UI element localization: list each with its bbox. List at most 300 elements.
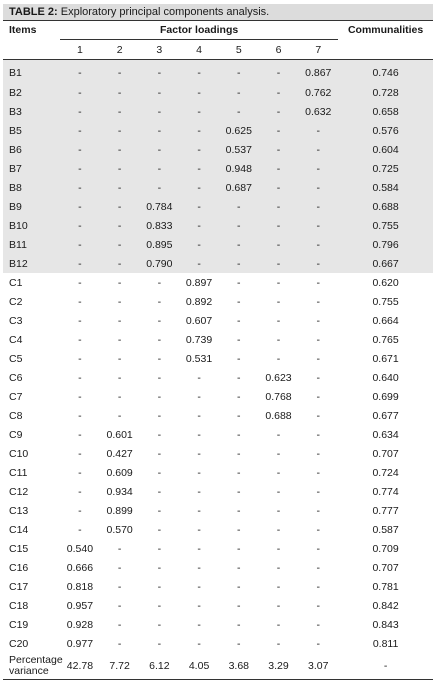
loading-cell: - bbox=[237, 428, 241, 441]
loading-cell: 0.895 bbox=[139, 235, 179, 254]
item-cell: C2 bbox=[9, 295, 23, 308]
loading-cell: - bbox=[100, 102, 140, 121]
loading-cell: 0.928 bbox=[66, 618, 94, 631]
loading-cell: - bbox=[316, 409, 321, 422]
item-cell: B1 bbox=[3, 60, 60, 84]
loading-cell: - bbox=[197, 428, 201, 441]
table-row bbox=[3, 615, 433, 634]
loading-cell: 0.537 bbox=[219, 140, 259, 159]
loading-cell: - bbox=[117, 352, 122, 365]
loading-cell: - bbox=[316, 580, 321, 593]
table-row bbox=[3, 216, 433, 235]
communality-cell: 0.725 bbox=[338, 159, 433, 178]
loading-cell: 0.768 bbox=[265, 390, 292, 403]
loading-cell: - bbox=[316, 447, 321, 460]
loading-cell: - bbox=[298, 235, 338, 254]
loading-cell: - bbox=[179, 159, 219, 178]
loading-cell: - bbox=[298, 159, 338, 178]
loading-cell: 0.818 bbox=[66, 580, 94, 593]
item-cell: C14 bbox=[9, 523, 29, 536]
loading-cell: - bbox=[78, 276, 82, 289]
loading-cell: - bbox=[219, 254, 259, 273]
loading-cell: - bbox=[157, 276, 162, 289]
loading-cell: - bbox=[78, 352, 82, 365]
loading-cell: - bbox=[60, 140, 100, 159]
loading-cell: - bbox=[100, 140, 140, 159]
loading-cell: - bbox=[276, 504, 281, 517]
loading-cell: - bbox=[78, 504, 82, 517]
loading-cell: - bbox=[179, 60, 219, 84]
loading-cell: - bbox=[60, 102, 100, 121]
loading-cell: - bbox=[78, 409, 82, 422]
table-row bbox=[3, 387, 433, 406]
loading-cell: - bbox=[100, 254, 140, 273]
loading-cell: - bbox=[100, 121, 140, 140]
loading-cell: - bbox=[197, 637, 201, 650]
communality-cell: 0.604 bbox=[338, 140, 433, 159]
loading-cell: 0.687 bbox=[219, 178, 259, 197]
loading-cell: - bbox=[157, 637, 162, 650]
table-row bbox=[3, 596, 433, 615]
item-cell: B8 bbox=[3, 178, 60, 197]
loading-cell: - bbox=[78, 295, 82, 308]
communality-cell: 0.664 bbox=[372, 314, 399, 327]
loading-cell: - bbox=[298, 140, 338, 159]
header-row-2 bbox=[3, 40, 433, 60]
communality-cell: 0.755 bbox=[338, 216, 433, 235]
table-row bbox=[3, 102, 433, 121]
item-cell: C10 bbox=[9, 447, 29, 460]
loading-cell: - bbox=[259, 197, 299, 216]
item-cell: C20 bbox=[9, 637, 29, 650]
table-container bbox=[3, 4, 433, 680]
loading-cell: - bbox=[179, 121, 219, 140]
communality-cell: 0.640 bbox=[372, 371, 399, 384]
loading-cell: 0.899 bbox=[106, 504, 133, 517]
table-row bbox=[3, 140, 433, 159]
item-cell: C11 bbox=[9, 466, 28, 479]
table-row bbox=[3, 406, 433, 425]
loading-cell: 0.609 bbox=[106, 466, 133, 479]
item-cell: B5 bbox=[3, 121, 60, 140]
loading-cell: - bbox=[276, 333, 281, 346]
table-row bbox=[3, 368, 433, 387]
loading-cell: - bbox=[259, 60, 299, 84]
loading-cell: - bbox=[100, 60, 140, 84]
loading-cell: - bbox=[60, 178, 100, 197]
communality-cell: 0.707 bbox=[372, 447, 399, 460]
variance-communality-cell: - bbox=[338, 653, 433, 680]
communality-cell: 0.576 bbox=[338, 121, 433, 140]
table-row bbox=[3, 311, 433, 330]
loading-cell: 0.666 bbox=[66, 561, 94, 574]
loading-cell: - bbox=[276, 447, 281, 460]
loading-cell: - bbox=[60, 60, 100, 84]
loading-cell: - bbox=[139, 121, 179, 140]
loading-cell: - bbox=[276, 618, 281, 631]
item-cell: B10 bbox=[3, 216, 60, 235]
loading-cell: - bbox=[117, 599, 122, 612]
communality-cell: 0.843 bbox=[372, 618, 399, 631]
loading-cell: - bbox=[237, 466, 241, 479]
loading-cell: 0.762 bbox=[298, 83, 338, 102]
loading-cell: - bbox=[157, 352, 162, 365]
table-row bbox=[3, 577, 433, 596]
table-row bbox=[3, 349, 433, 368]
loading-cell: - bbox=[237, 409, 241, 422]
loading-cell: - bbox=[197, 618, 201, 631]
loading-cell: - bbox=[197, 409, 201, 422]
loading-cell: - bbox=[219, 83, 259, 102]
communality-cell: 0.781 bbox=[372, 580, 399, 593]
loading-cell: - bbox=[316, 561, 321, 574]
item-cell: C4 bbox=[9, 333, 23, 346]
loading-cell: - bbox=[139, 140, 179, 159]
loading-cell: - bbox=[316, 276, 321, 289]
table-body bbox=[3, 60, 433, 680]
factor-header: 3 bbox=[139, 40, 179, 60]
loading-cell: - bbox=[316, 428, 321, 441]
communality-cell: 0.724 bbox=[372, 466, 399, 479]
communality-cell: 0.755 bbox=[372, 295, 399, 308]
loading-cell: - bbox=[157, 580, 162, 593]
loading-cell: - bbox=[100, 178, 140, 197]
item-cell: B11 bbox=[3, 235, 60, 254]
loading-cell: - bbox=[100, 159, 140, 178]
loading-cell: 0.957 bbox=[66, 599, 94, 612]
communality-cell: 0.658 bbox=[338, 102, 433, 121]
loading-cell: 0.623 bbox=[265, 371, 292, 384]
loading-cell: 0.739 bbox=[185, 333, 213, 346]
table-row bbox=[3, 254, 433, 273]
loading-cell: - bbox=[179, 83, 219, 102]
loading-cell: - bbox=[316, 637, 321, 650]
loading-cell: - bbox=[78, 371, 82, 384]
loading-cell: - bbox=[179, 197, 219, 216]
factor-header: 1 bbox=[60, 40, 100, 60]
loading-cell: - bbox=[157, 314, 162, 327]
loading-cell: - bbox=[78, 314, 82, 327]
loading-cell: - bbox=[117, 371, 122, 384]
table-row bbox=[3, 178, 433, 197]
percentage-variance-row bbox=[3, 653, 433, 680]
loading-cell: 0.531 bbox=[185, 352, 213, 365]
loading-cell: - bbox=[78, 466, 82, 479]
item-cell: C15 bbox=[9, 542, 29, 555]
loading-cell: 0.892 bbox=[185, 295, 213, 308]
loading-cell: - bbox=[179, 102, 219, 121]
loading-cell: 0.833 bbox=[139, 216, 179, 235]
communality-cell: 0.728 bbox=[338, 83, 433, 102]
table-row bbox=[3, 273, 433, 292]
loading-cell: 0.607 bbox=[185, 314, 213, 327]
table-row bbox=[3, 235, 433, 254]
loading-cell: - bbox=[60, 254, 100, 273]
loading-cell: - bbox=[298, 121, 338, 140]
loading-cell: - bbox=[157, 504, 162, 517]
communality-cell: 0.699 bbox=[372, 390, 399, 403]
loading-cell: - bbox=[316, 542, 321, 555]
loading-cell: - bbox=[139, 178, 179, 197]
loading-cell: - bbox=[117, 333, 122, 346]
loading-cell: - bbox=[316, 485, 321, 498]
table-row bbox=[3, 444, 433, 463]
item-cell: B6 bbox=[3, 140, 60, 159]
loading-cell: - bbox=[276, 352, 281, 365]
loading-cell: - bbox=[139, 83, 179, 102]
item-cell: C16 bbox=[9, 561, 29, 574]
table-row bbox=[3, 520, 433, 539]
loading-cell: - bbox=[316, 333, 321, 346]
loading-cell: - bbox=[237, 333, 241, 346]
loading-cell: - bbox=[276, 276, 281, 289]
loading-cell: - bbox=[237, 447, 241, 460]
communality-cell: 0.587 bbox=[372, 523, 399, 536]
loading-cell: - bbox=[219, 216, 259, 235]
loading-cell: - bbox=[117, 580, 122, 593]
loading-cell: - bbox=[60, 83, 100, 102]
table-row bbox=[3, 482, 433, 501]
loading-cell: - bbox=[276, 295, 281, 308]
table-row bbox=[3, 83, 433, 102]
loading-cell: - bbox=[78, 447, 82, 460]
loading-cell: 0.784 bbox=[139, 197, 179, 216]
loading-cell: - bbox=[219, 235, 259, 254]
table-row bbox=[3, 121, 433, 140]
loading-cell: - bbox=[237, 485, 241, 498]
table-row bbox=[3, 197, 433, 216]
loading-cell: - bbox=[237, 390, 241, 403]
variance-cell: 7.72 bbox=[100, 653, 140, 680]
loading-cell: - bbox=[237, 371, 241, 384]
factor-header: 6 bbox=[259, 40, 299, 60]
loading-cell: - bbox=[117, 561, 122, 574]
loading-cell: - bbox=[60, 216, 100, 235]
loading-cell: - bbox=[157, 333, 162, 346]
factor-header: 7 bbox=[298, 40, 338, 60]
loading-cell: - bbox=[117, 542, 122, 555]
item-cell: C13 bbox=[9, 504, 29, 517]
factor-header: 4 bbox=[179, 40, 219, 60]
communality-cell: 0.634 bbox=[372, 428, 399, 441]
loading-cell: - bbox=[117, 409, 122, 422]
loading-cell: - bbox=[259, 235, 299, 254]
factor-header: 2 bbox=[100, 40, 140, 60]
loading-cell: 0.625 bbox=[219, 121, 259, 140]
loading-cell: - bbox=[197, 504, 201, 517]
communality-cell: 0.796 bbox=[338, 235, 433, 254]
factor-loadings-header: Factor loadings bbox=[60, 21, 338, 40]
item-cell: C5 bbox=[9, 352, 23, 365]
loading-cell: - bbox=[316, 523, 321, 536]
loading-cell: - bbox=[100, 216, 140, 235]
loading-cell: - bbox=[219, 60, 259, 84]
loading-cell: - bbox=[139, 102, 179, 121]
loading-cell: 0.897 bbox=[185, 276, 213, 289]
item-cell: C3 bbox=[9, 314, 23, 327]
loading-cell: - bbox=[316, 504, 321, 517]
loading-cell: - bbox=[259, 83, 299, 102]
loading-cell: 0.632 bbox=[298, 102, 338, 121]
communality-cell: 0.842 bbox=[372, 599, 399, 612]
loading-cell: - bbox=[259, 159, 299, 178]
loading-cell: - bbox=[298, 197, 338, 216]
item-cell: C8 bbox=[9, 409, 23, 422]
loading-cell: - bbox=[259, 140, 299, 159]
item-cell: C12 bbox=[9, 485, 29, 498]
items-header: Items bbox=[3, 21, 60, 40]
loading-cell: - bbox=[78, 333, 82, 346]
loading-cell: - bbox=[259, 216, 299, 235]
loading-cell: - bbox=[237, 276, 241, 289]
loading-cell: - bbox=[157, 618, 162, 631]
table-row bbox=[3, 425, 433, 444]
table-caption bbox=[3, 4, 433, 20]
loading-cell: - bbox=[237, 504, 241, 517]
loading-cell: - bbox=[78, 390, 82, 403]
loading-cell: 0.790 bbox=[139, 254, 179, 273]
loading-cell: 0.601 bbox=[106, 428, 133, 441]
loading-cell: - bbox=[316, 295, 321, 308]
item-cell: C6 bbox=[9, 371, 23, 384]
communality-cell: 0.707 bbox=[372, 561, 399, 574]
loading-cell: - bbox=[100, 197, 140, 216]
loading-cell: - bbox=[219, 102, 259, 121]
table-row bbox=[3, 60, 433, 84]
loading-cell: - bbox=[100, 235, 140, 254]
communality-cell: 0.777 bbox=[372, 504, 399, 517]
communality-cell: 0.774 bbox=[372, 485, 399, 498]
item-cell: B3 bbox=[3, 102, 60, 121]
loading-cell: - bbox=[117, 276, 122, 289]
loading-cell: 0.688 bbox=[265, 409, 292, 422]
caption-text: Exploratory principal components analysis. bbox=[57, 6, 270, 18]
loading-cell: 0.977 bbox=[66, 637, 94, 650]
loading-cell: - bbox=[197, 371, 201, 384]
table-row bbox=[3, 501, 433, 520]
loading-cell: - bbox=[276, 466, 281, 479]
loading-cell: - bbox=[276, 599, 281, 612]
loading-cell: 0.427 bbox=[106, 447, 133, 460]
variance-cell: 3.07 bbox=[298, 653, 338, 680]
loading-cell: - bbox=[197, 523, 201, 536]
loading-cell: - bbox=[237, 561, 241, 574]
loading-cell: - bbox=[117, 618, 122, 631]
communality-cell: 0.584 bbox=[338, 178, 433, 197]
loading-cell: 0.934 bbox=[106, 485, 133, 498]
variance-cell: 3.29 bbox=[259, 653, 299, 680]
loading-cell: - bbox=[237, 618, 241, 631]
loading-cell: - bbox=[117, 295, 122, 308]
loading-cell: - bbox=[316, 314, 321, 327]
item-cell: C19 bbox=[9, 618, 29, 631]
communality-cell: 0.667 bbox=[338, 254, 433, 273]
loading-cell: - bbox=[316, 390, 321, 403]
loading-cell: - bbox=[179, 254, 219, 273]
percentage-variance-label: Percentage variance bbox=[3, 653, 60, 680]
variance-cell: 3.68 bbox=[219, 653, 259, 680]
loading-cell: 0.948 bbox=[219, 159, 259, 178]
loading-cell: - bbox=[60, 197, 100, 216]
variance-cell: 42.78 bbox=[60, 653, 100, 680]
loading-cell: 0.570 bbox=[106, 523, 133, 536]
communality-cell: 0.671 bbox=[372, 352, 399, 365]
loading-cell: - bbox=[197, 599, 201, 612]
loading-cell: - bbox=[179, 178, 219, 197]
loading-cell: - bbox=[259, 254, 299, 273]
loading-cell: - bbox=[197, 561, 201, 574]
loading-cell: - bbox=[157, 599, 162, 612]
loading-cell: - bbox=[117, 637, 122, 650]
loading-cell: - bbox=[237, 542, 241, 555]
loading-cell: - bbox=[157, 428, 162, 441]
loading-cell: - bbox=[157, 409, 162, 422]
communality-cell: 0.709 bbox=[372, 542, 399, 555]
item-cell: B12 bbox=[3, 254, 60, 273]
communality-cell: 0.688 bbox=[338, 197, 433, 216]
table-row bbox=[3, 558, 433, 577]
header-row-1 bbox=[3, 21, 433, 40]
loading-cell: - bbox=[259, 121, 299, 140]
loading-cell: - bbox=[276, 580, 281, 593]
loading-cell: - bbox=[157, 295, 162, 308]
loading-cell: - bbox=[78, 485, 82, 498]
loading-cell: - bbox=[139, 60, 179, 84]
communality-cell: 0.746 bbox=[338, 60, 433, 84]
loading-cell: - bbox=[157, 485, 162, 498]
loading-cell: - bbox=[197, 542, 201, 555]
loading-cell: - bbox=[259, 178, 299, 197]
loading-cell: - bbox=[316, 618, 321, 631]
loading-cell: - bbox=[60, 159, 100, 178]
loading-cell: - bbox=[298, 178, 338, 197]
loading-cell: - bbox=[179, 235, 219, 254]
table-row bbox=[3, 159, 433, 178]
loading-cell: - bbox=[237, 599, 241, 612]
loading-cell: - bbox=[316, 466, 321, 479]
table-row bbox=[3, 292, 433, 311]
communality-cell: 0.765 bbox=[372, 333, 399, 346]
loading-cell: - bbox=[316, 352, 321, 365]
loading-cell: - bbox=[237, 295, 241, 308]
loading-cell: - bbox=[197, 466, 201, 479]
item-cell: B2 bbox=[3, 83, 60, 102]
loading-cell: - bbox=[157, 466, 162, 479]
loading-cell: - bbox=[157, 390, 162, 403]
table-row bbox=[3, 634, 433, 653]
loading-cell: - bbox=[157, 523, 162, 536]
communality-cell: 0.677 bbox=[372, 409, 399, 422]
loading-cell: - bbox=[259, 102, 299, 121]
loading-cell: - bbox=[100, 83, 140, 102]
loading-cell: - bbox=[237, 637, 241, 650]
loading-cell: - bbox=[276, 523, 281, 536]
loading-cell: - bbox=[60, 235, 100, 254]
loading-cell: - bbox=[197, 580, 201, 593]
item-cell: C17 bbox=[9, 580, 29, 593]
loading-cell: - bbox=[117, 314, 122, 327]
loading-cell: - bbox=[276, 542, 281, 555]
loading-cell: - bbox=[60, 121, 100, 140]
loading-cell: - bbox=[157, 561, 162, 574]
communality-cell: 0.620 bbox=[372, 276, 399, 289]
loading-cell: - bbox=[316, 371, 321, 384]
loading-cell: - bbox=[276, 428, 281, 441]
loading-cell: - bbox=[197, 447, 201, 460]
communality-cell: 0.811 bbox=[372, 637, 399, 650]
loading-cell: - bbox=[316, 599, 321, 612]
loading-cell: - bbox=[276, 637, 281, 650]
